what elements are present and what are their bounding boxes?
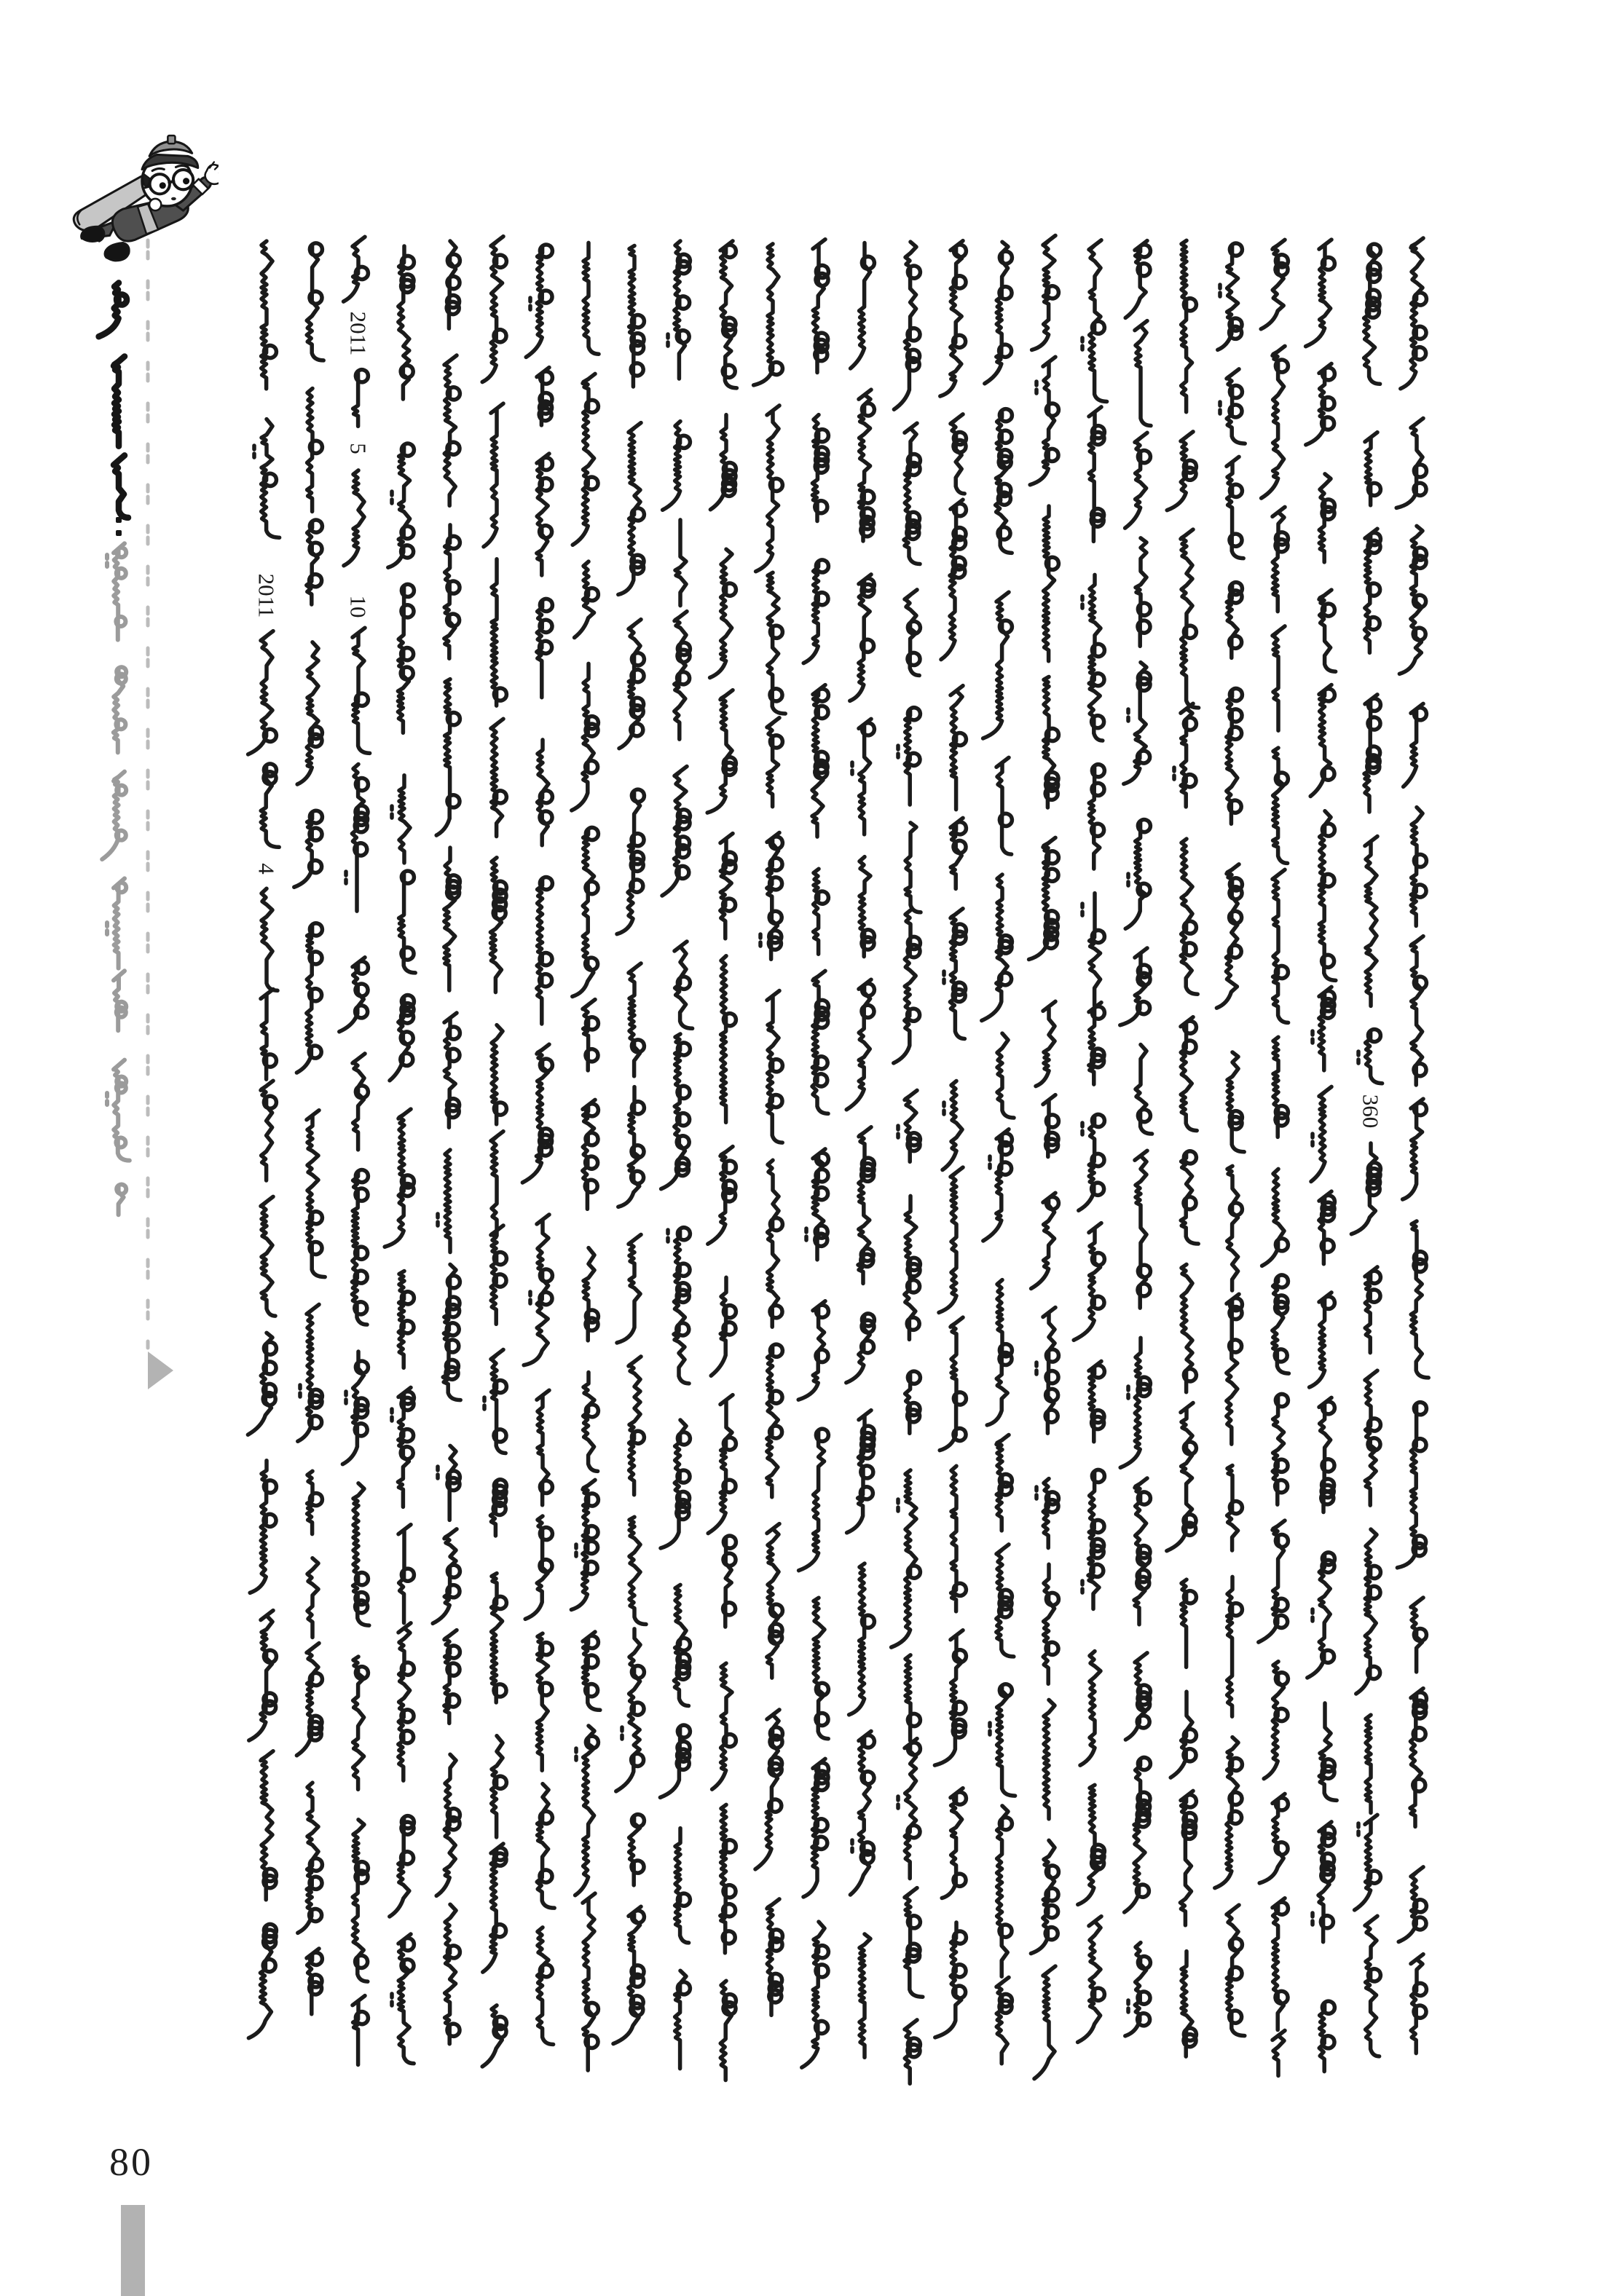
inline-number: 360 <box>1358 1094 1384 1129</box>
script-column <box>522 245 554 2044</box>
header-title-column <box>99 283 130 1215</box>
inline-number: 10 <box>345 595 371 618</box>
script-column <box>982 242 1015 2064</box>
script-column <box>935 241 966 2037</box>
script-column <box>707 241 736 2080</box>
header-separator-colon <box>116 517 122 523</box>
script-column <box>613 245 646 2043</box>
inline-number: 2011 <box>253 573 280 618</box>
header-separator-colon <box>116 530 122 536</box>
script-column <box>433 241 460 2044</box>
script-column <box>754 244 786 2015</box>
script-column <box>846 243 875 2058</box>
script-column <box>1120 241 1152 2036</box>
page-number: 80 <box>109 2140 153 2184</box>
script-column <box>482 237 506 2067</box>
script-column <box>1396 238 1428 2054</box>
script-column <box>339 237 371 2064</box>
script-column <box>571 242 599 2070</box>
inline-number: 5 <box>345 443 371 454</box>
script-column <box>1351 244 1383 2056</box>
inline-number: 4 <box>253 863 280 875</box>
script-column <box>660 241 692 2069</box>
script-column <box>248 241 279 2038</box>
script-column <box>385 246 415 2064</box>
script-column <box>1259 240 1289 2075</box>
script-column <box>1029 235 1059 2078</box>
script-column <box>798 240 828 2067</box>
script-column <box>1074 240 1106 2043</box>
script-column <box>294 243 325 2014</box>
inline-number: 2011 <box>345 311 371 356</box>
script-column <box>892 242 923 2083</box>
script-column <box>1167 240 1199 2056</box>
script-column <box>1306 240 1337 2071</box>
footer-bar <box>121 2205 145 2296</box>
script-column <box>1215 243 1245 2035</box>
divider-arrow-icon <box>148 1352 173 1389</box>
